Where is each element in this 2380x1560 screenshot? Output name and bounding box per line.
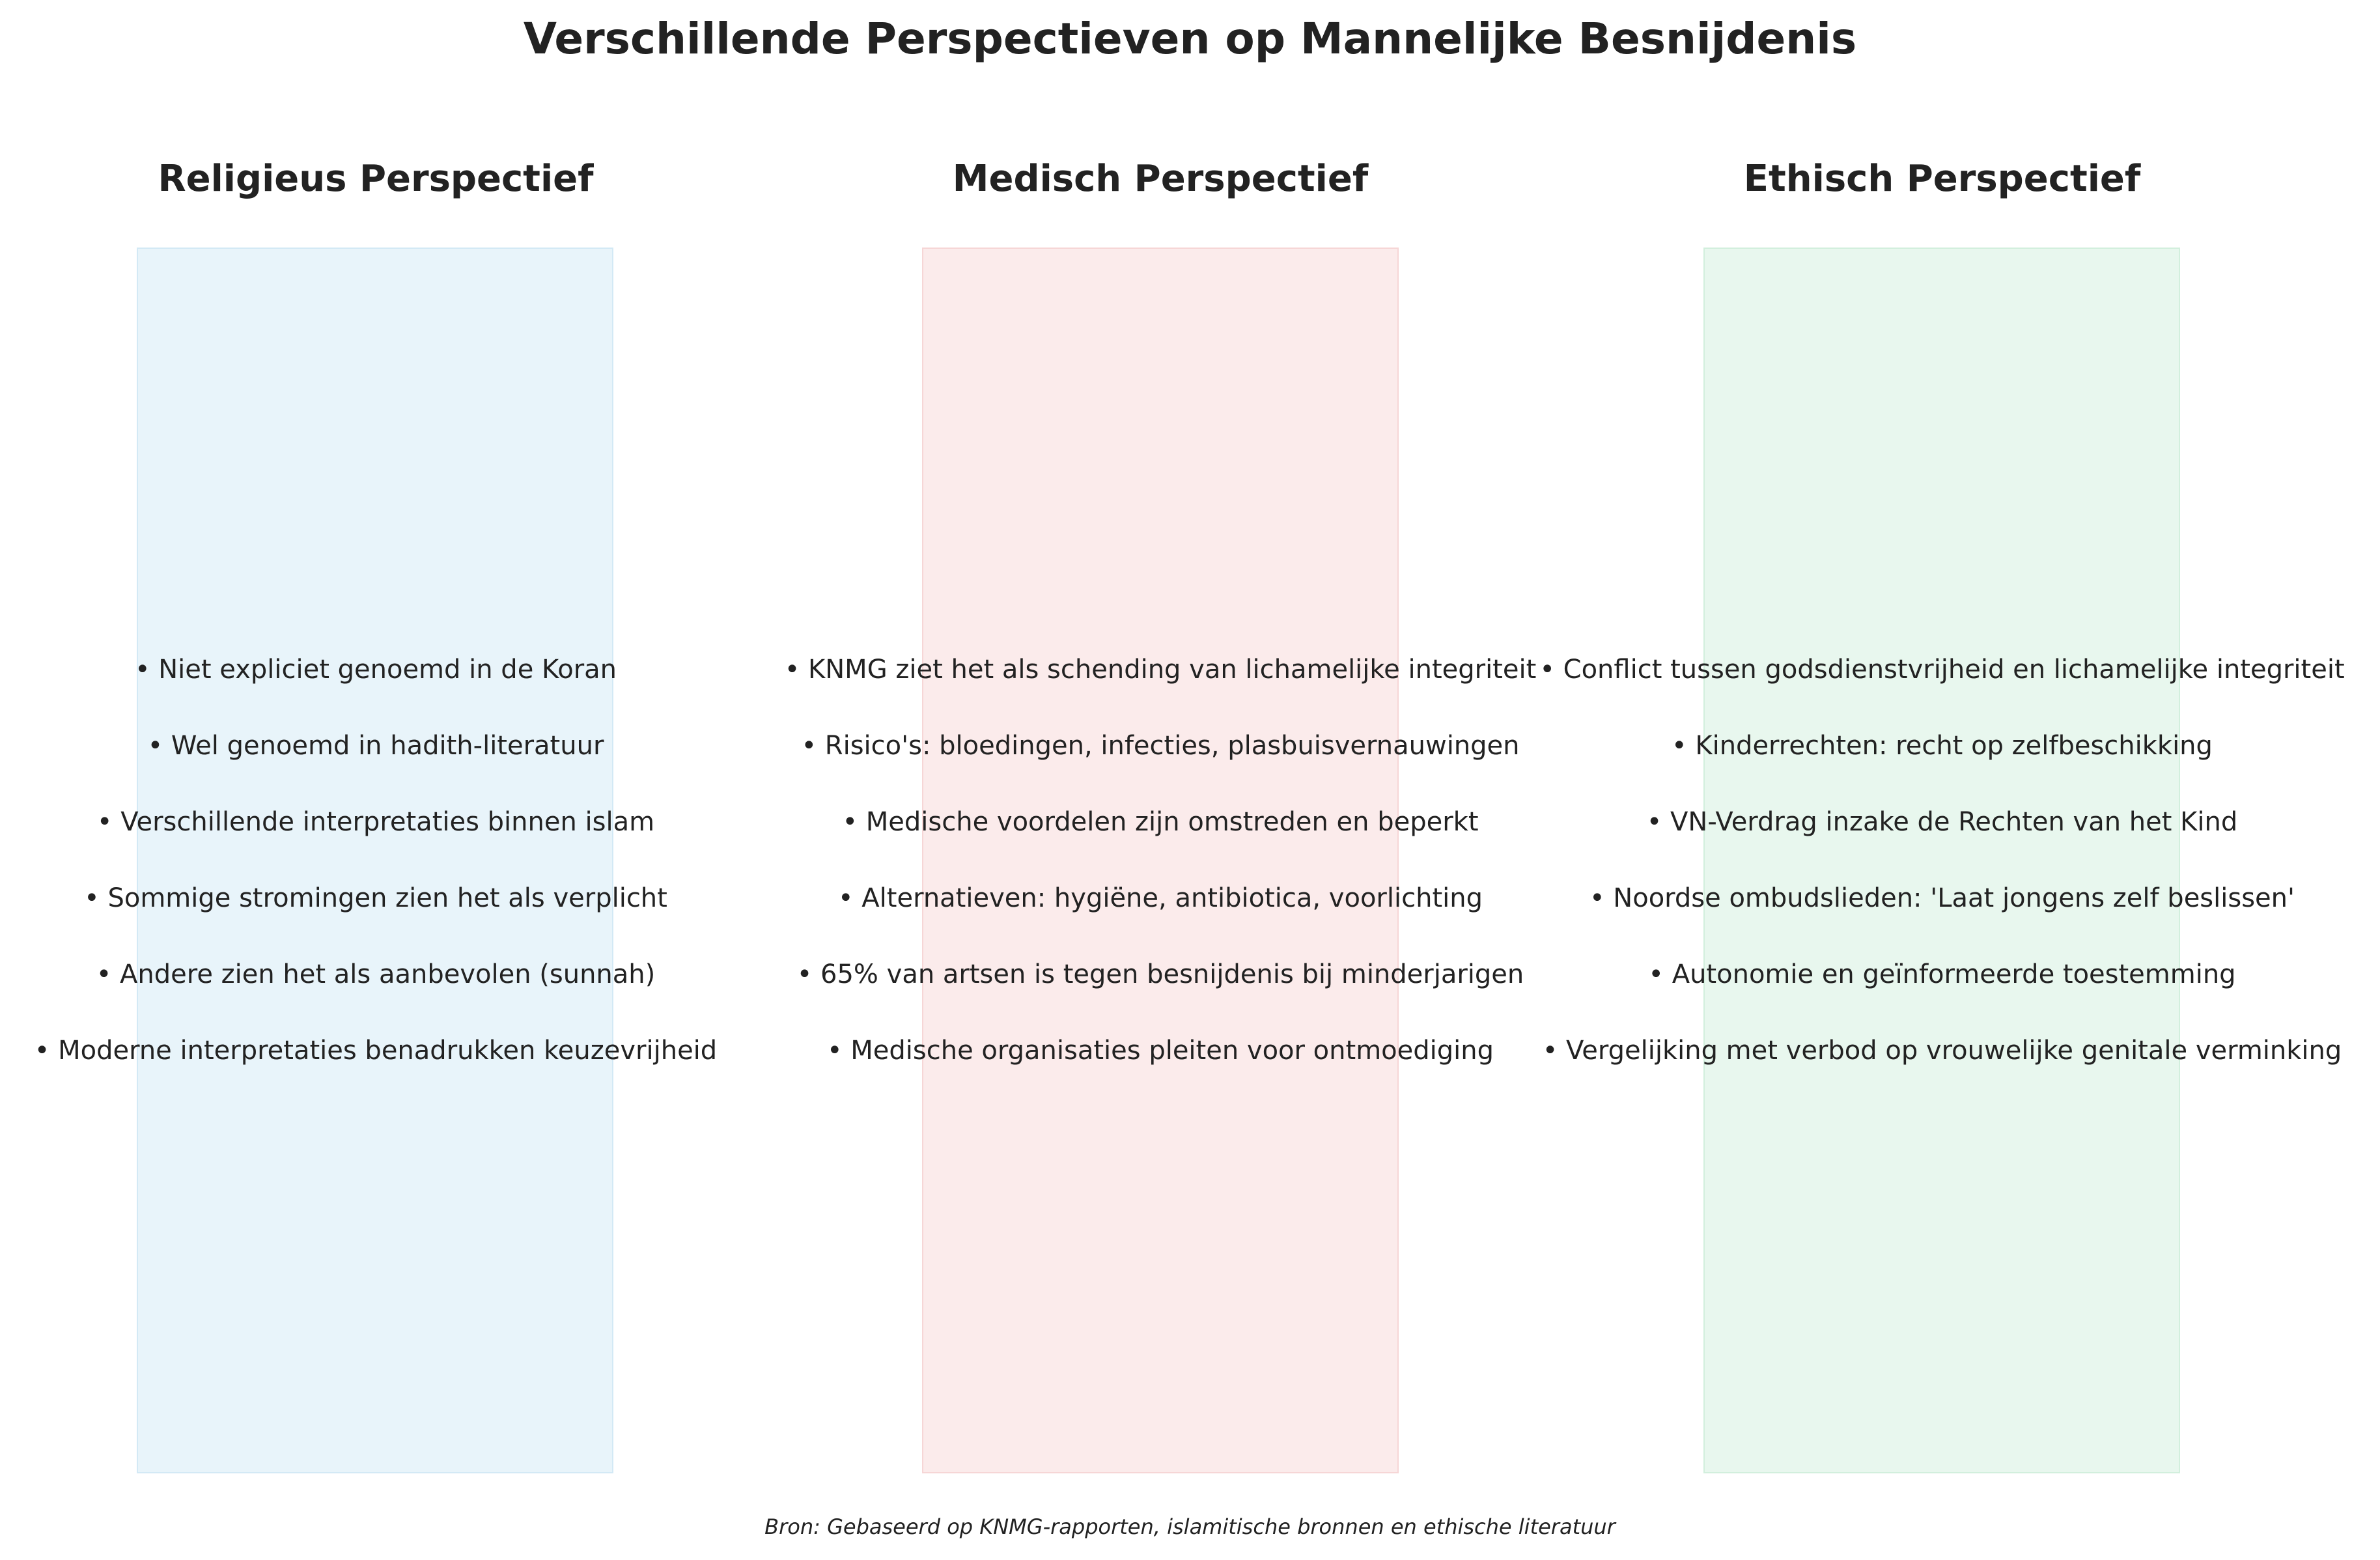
list-item: • Noordse ombudslieden: 'Laat jongens zelf beslissen' <box>1589 883 2295 913</box>
list-item: • Vergelijking met verbod op vrouwelijke genitale verminking <box>1542 1036 2342 1066</box>
religious-point-list <box>0 650 751 1107</box>
medical-point-list <box>751 650 1569 1107</box>
list-item: • Kinderrechten: recht op zelfbeschikking <box>1672 731 2213 761</box>
list-item: • 65% van artsen is tegen besnijdenis bij minderjarigen <box>796 959 1524 989</box>
list-item: • Risico's: bloedingen, infecties, plasbuisvernauwingen <box>801 731 1520 761</box>
list-item: • Medische voordelen zijn omstreden en beperkt <box>842 807 1479 837</box>
list-item: • Conflict tussen godsdienstvrijheid en lichamelijke integriteit <box>1539 655 2345 685</box>
list-item: • VN-Verdrag inzake de Rechten van het Kind <box>1646 807 2238 837</box>
perspective-column-religious <box>0 0 751 1560</box>
list-item: • Alternatieven: hygiëne, antibiotica, voorlichting <box>838 883 1483 913</box>
page-title: Verschillende Perspectieven op Mannelijke Besnijdenis <box>523 14 1857 64</box>
medical-perspective-title: Medisch Perspectief <box>952 158 1369 200</box>
ethical-perspective-title: Ethisch Perspectief <box>1743 158 2141 200</box>
list-item: • Sommige stromingen zien het als verplicht <box>84 883 667 913</box>
perspective-column-ethical <box>1504 0 2380 1560</box>
list-item: • Verschillende interpretaties binnen islam <box>96 807 655 837</box>
list-item: • Andere zien het als aanbevolen (sunnah) <box>96 959 656 989</box>
list-item: • Moderne interpretaties benadrukken keuzevrijheid <box>34 1036 718 1066</box>
source-note: Bron: Gebaseerd op KNMG-rapporten, islamitische bronnen en ethische literatuur <box>764 1514 1616 1539</box>
list-item: • Niet expliciet genoemd in de Koran <box>134 655 617 685</box>
perspective-column-medical <box>751 0 1569 1560</box>
religious-perspective-title: Religieus Perspectief <box>158 158 594 200</box>
list-item: • Wel genoemd in hadith-literatuur <box>147 731 604 761</box>
list-item: • Autonomie en geïnformeerde toestemming <box>1648 959 2236 989</box>
list-item: • KNMG ziet het als schending van lichamelijke integriteit <box>784 655 1537 685</box>
list-item: • Medische organisaties pleiten voor ontmoediging <box>826 1036 1494 1066</box>
ethical-point-list <box>1504 650 2380 1107</box>
